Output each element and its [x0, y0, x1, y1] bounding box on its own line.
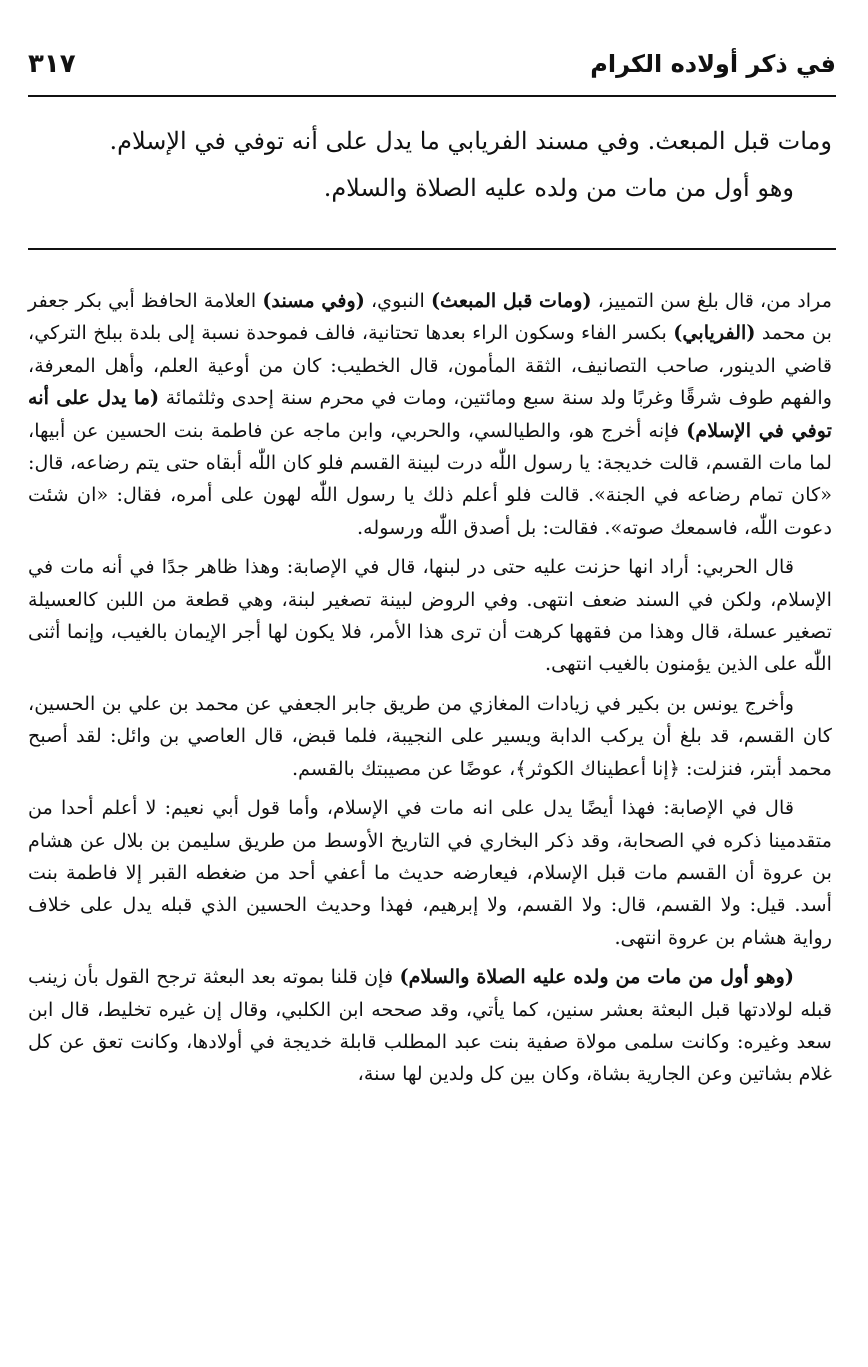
text-run: فإن قلنا بموته بعد البعثة ترجح القول بأن زينب قبله لولادتها قبل البعثة بعشر سنين، كما يأتي، وقد صححه ابن الكلبي، وقال إن غيره تخليط، قال ابن سعد وغيره: وكانت سلمى مولاة صفية بنت عبد المطلب قابلة خديجة في أولادها، وكانت تعق عن كل غلام بشاتين وعن الجارية بشاة، وكان بين كل ولدين لها سنة،	[28, 965, 832, 1086]
commentary-divider	[28, 248, 836, 250]
page-number: ٣١٧	[28, 49, 76, 79]
text-run: بكسر الفاء وسكون الراء بعدها تحتانية، فالف فموحدة نسبة إلى بلدة ببلخ التركي، قاضي الدينور، صاحب التصانيف، الثقة المأمون، قال الخطيب: كان من أوعية العلم، وأهل المعرفة، والفهم طوف شرقًا وغربًا ولد سنة سبع ومائتين، ومات في محرم سنة إحدى وثلثمائة	[28, 321, 832, 410]
text-run: النبوي،	[364, 289, 431, 312]
main-text-line-2: وهو أول من مات من ولده عليه الصلاة والسلام.	[323, 174, 794, 202]
quoted-matn: (وهو أول من مات من ولده عليه الصلاة والسلام)	[399, 965, 794, 989]
commentary	[28, 285, 832, 1098]
main-text-line-1: ومات قبل المبعث. وفي مسند الفريابي ما يدل على أنه توفي في الإسلام.	[109, 127, 832, 155]
text-run: فإنه أخرج هو، والطيالسي، والحربي، وابن ماجه عن فاطمة بنت الحسين عن أبيها، لما مات القسم، قالت خديجة: يا رسول اللّٰه درت لبينة القسم فلو كان اللّٰه أبقاه حتى يتم رضاعه، قال: «كان تمام رضاعه في الجنة». قالت فلو أعلم ذلك يا رسول اللّٰه لهون على أمره، فقال: «ان شئت دعوت اللّٰه، فاسمعك صوته». فقالت: بل أصدق اللّٰه ورسوله.	[28, 418, 832, 539]
page-header	[28, 38, 836, 90]
quoted-matn: (ومات قبل المبعث)	[430, 289, 592, 312]
header-rule	[28, 95, 836, 97]
text-run: العلامة الحافظ أبي بكر جعفر بن محمد	[28, 289, 832, 345]
commentary-paragraph-2: قال الحربي: أراد انها حزنت عليه حتى در لبنها، قال في الإصابة: وهذا ظاهر جدًا في أنه مات في الإسلام، ولكن في السند ضعف انتهى. وفي الروض لبينة تصغير لبنة، وهي قطعة من اللبن كالعسيلة تصغير عسلة، قال وهذا من فقهها كرهت أن ترى هذا الأمر، فلا يكون لها أجر الإيمان بالغيب، وإنما أثنى اللّٰه على الذين يؤمنون بالغيب انتهى.	[28, 555, 832, 676]
commentary-paragraph-3: وأخرج يونس بن بكير في زيادات المغازي من طريق جابر الجعفي عن محمد بن علي بن الحسين، كان القسم، قد بلغ أن يركب الدابة ويسير على النجيبة، فلما قبض، قال العاصي بن وائل: لقد أصبح محمد أبتر، فنزلت: ﴿إنا أعطيناك الكوثر﴾، عوضًا عن مصيبتك بالقسم.	[28, 691, 832, 780]
commentary-paragraph-5	[28, 961, 832, 1091]
main-text	[28, 118, 832, 212]
quoted-matn: (وفي مسند)	[262, 289, 365, 312]
running-title: في ذكر أولاده الكرام	[590, 50, 836, 78]
commentary-paragraph-4: قال في الإصابة: فهذا أيضًا يدل على انه مات في الإسلام، وأما قول أبي نعيم: لا أعلم أحدا من متقدمينا ذكره في الصحابة، وقد ذكر البخاري في التاريخ الأوسط من طريق سليمن بن بلال عن هشام بن عروة أن القسم مات قبل الإسلام، فيعارضه حديث ما أعفي أحد من ضغطه القبر إلا فاطمة بنت أسد. قيل: ولا القسم، قال: ولا القسم، ولا إبرهيم، فهذا وحديث الحسين الذي قبله يدل على خلاف رواية هشام بن عروة انتهى.	[28, 796, 832, 949]
quoted-matn: (الفريابي)	[673, 321, 756, 345]
quoted-matn: (ما يدل على أنه توفي في الإسلام)	[28, 386, 833, 442]
text-run: مراد من، قال بلغ سن التمييز،	[591, 289, 832, 312]
commentary-paragraph-1	[28, 285, 832, 544]
